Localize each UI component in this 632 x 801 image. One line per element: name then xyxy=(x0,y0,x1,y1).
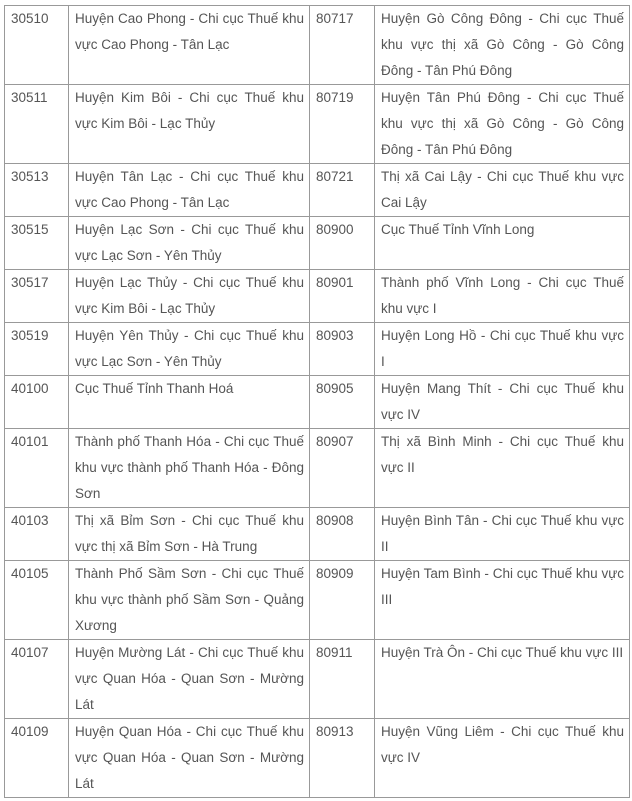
code-left-cell: 40105 xyxy=(5,561,69,640)
table-row xyxy=(5,217,630,270)
code-left-cell: 40101 xyxy=(5,429,69,508)
table-row xyxy=(5,164,630,217)
name-right-cell: Huyện Vũng Liêm - Chi cục Thuế khu vực IV xyxy=(375,719,630,798)
name-left-cell: Huyện Yên Thủy - Chi cục Thuế khu vực Lạc Sơn - Yên Thủy xyxy=(69,323,310,376)
code-left-cell: 30511 xyxy=(5,85,69,164)
tax-office-code-table xyxy=(4,5,630,798)
code-left-cell: 40107 xyxy=(5,640,69,719)
table-row xyxy=(5,561,630,640)
code-left-cell: 40100 xyxy=(5,376,69,429)
name-right-cell: Huyện Bình Tân - Chi cục Thuế khu vực II xyxy=(375,508,630,561)
table-row xyxy=(5,6,630,85)
name-right-cell: Huyện Tam Bình - Chi cục Thuế khu vực III xyxy=(375,561,630,640)
name-left-cell: Thị xã Bỉm Sơn - Chi cục Thuế khu vực thị xã Bỉm Sơn - Hà Trung xyxy=(69,508,310,561)
name-left-cell: Cục Thuế Tỉnh Thanh Hoá xyxy=(69,376,310,429)
name-left-cell: Thành Phố Sầm Sơn - Chi cục Thuế khu vực thành phố Sầm Sơn - Quảng Xương xyxy=(69,561,310,640)
code-left-cell: 30510 xyxy=(5,6,69,85)
name-right-cell: Thị xã Bình Minh - Chi cục Thuế khu vực II xyxy=(375,429,630,508)
name-left-cell: Huyện Cao Phong - Chi cục Thuế khu vực Cao Phong - Tân Lạc xyxy=(69,6,310,85)
name-right-cell: Huyện Long Hồ - Chi cục Thuế khu vực I xyxy=(375,323,630,376)
code-left-cell: 40103 xyxy=(5,508,69,561)
code-right-cell: 80903 xyxy=(310,323,375,376)
code-right-cell: 80907 xyxy=(310,429,375,508)
code-left-cell: 30519 xyxy=(5,323,69,376)
name-left-cell: Huyện Kim Bôi - Chi cục Thuế khu vực Kim Bôi - Lạc Thủy xyxy=(69,85,310,164)
table-row xyxy=(5,719,630,798)
name-left-cell: Thành phố Thanh Hóa - Chi cục Thuế khu vực thành phố Thanh Hóa - Đông Sơn xyxy=(69,429,310,508)
table-row xyxy=(5,508,630,561)
name-left-cell: Huyện Quan Hóa - Chi cục Thuế khu vực Quan Hóa - Quan Sơn - Mường Lát xyxy=(69,719,310,798)
name-left-cell: Huyện Mường Lát - Chi cục Thuế khu vực Quan Hóa - Quan Sơn - Mường Lát xyxy=(69,640,310,719)
code-left-cell: 30517 xyxy=(5,270,69,323)
code-right-cell: 80900 xyxy=(310,217,375,270)
name-right-cell: Cục Thuế Tỉnh Vĩnh Long xyxy=(375,217,630,270)
code-right-cell: 80719 xyxy=(310,85,375,164)
code-left-cell: 40109 xyxy=(5,719,69,798)
name-left-cell: Huyện Lạc Thủy - Chi cục Thuế khu vực Kim Bôi - Lạc Thủy xyxy=(69,270,310,323)
name-right-cell: Thành phố Vĩnh Long - Chi cục Thuế khu vực I xyxy=(375,270,630,323)
code-right-cell: 80905 xyxy=(310,376,375,429)
name-right-cell: Huyện Trà Ôn - Chi cục Thuế khu vực III xyxy=(375,640,630,719)
name-right-cell: Huyện Gò Công Đông - Chi cục Thuế khu vực thị xã Gò Công - Gò Công Đông - Tân Phú Đông xyxy=(375,6,630,85)
code-right-cell: 80901 xyxy=(310,270,375,323)
name-left-cell: Huyện Lạc Sơn - Chi cục Thuế khu vực Lạc Sơn - Yên Thủy xyxy=(69,217,310,270)
table-row xyxy=(5,376,630,429)
name-right-cell: Huyện Tân Phú Đông - Chi cục Thuế khu vực thị xã Gò Công - Gò Công Đông - Tân Phú Đông xyxy=(375,85,630,164)
table-row xyxy=(5,323,630,376)
name-left-cell: Huyện Tân Lạc - Chi cục Thuế khu vực Cao Phong - Tân Lạc xyxy=(69,164,310,217)
table-row xyxy=(5,429,630,508)
name-right-cell: Thị xã Cai Lậy - Chi cục Thuế khu vực Cai Lậy xyxy=(375,164,630,217)
table-body xyxy=(5,6,630,798)
table-row xyxy=(5,85,630,164)
code-right-cell: 80717 xyxy=(310,6,375,85)
table-row xyxy=(5,270,630,323)
name-right-cell: Huyện Mang Thít - Chi cục Thuế khu vực IV xyxy=(375,376,630,429)
code-right-cell: 80911 xyxy=(310,640,375,719)
code-left-cell: 30515 xyxy=(5,217,69,270)
code-left-cell: 30513 xyxy=(5,164,69,217)
table-row xyxy=(5,640,630,719)
code-right-cell: 80909 xyxy=(310,561,375,640)
code-right-cell: 80908 xyxy=(310,508,375,561)
code-right-cell: 80721 xyxy=(310,164,375,217)
code-right-cell: 80913 xyxy=(310,719,375,798)
